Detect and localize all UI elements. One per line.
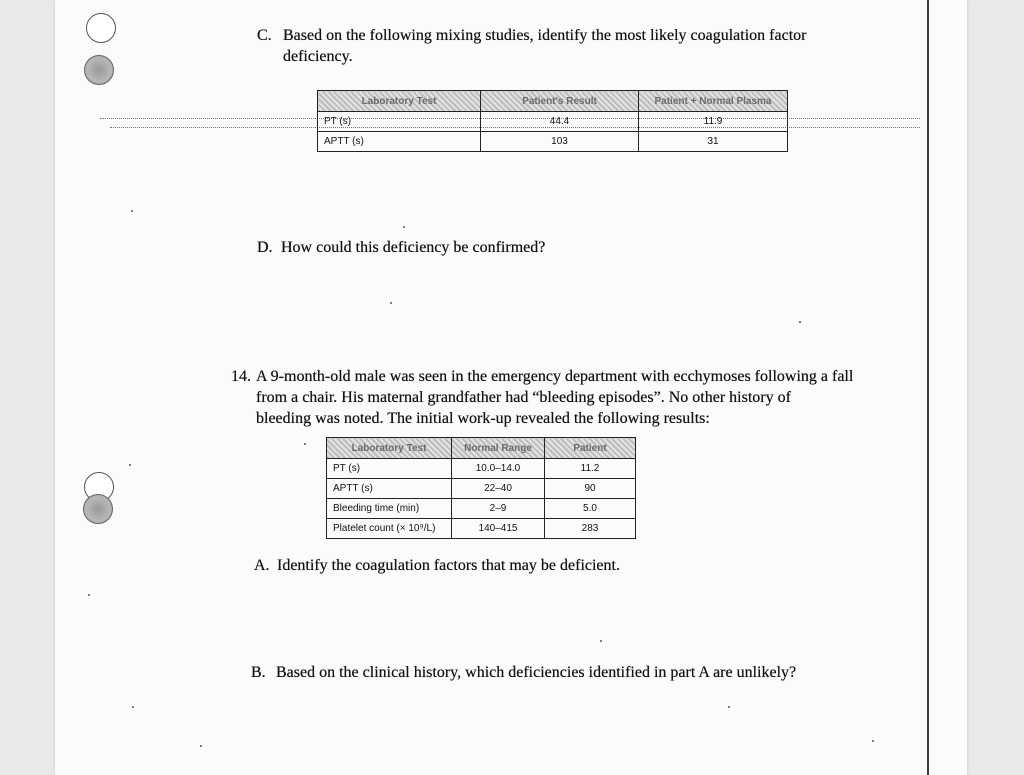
scan-speck [390, 302, 392, 304]
page-edge-rule [927, 0, 929, 775]
test-name-cell: APTT (s) [327, 479, 452, 499]
normal-range-cell: 2–9 [452, 499, 545, 519]
scan-speck [728, 706, 730, 708]
scan-speck [129, 464, 131, 466]
table-row [327, 459, 636, 479]
patient-result-cell: 44.4 [481, 112, 639, 132]
scan-speck [200, 745, 202, 747]
table-header-row [318, 91, 788, 112]
part-d-question: How could this deficiency be confirmed? [281, 239, 546, 256]
table-row [327, 479, 636, 499]
table-row [318, 132, 788, 152]
table-header-row [327, 438, 636, 459]
part-a-question: Identify the coagulation factors that may be deficient. [277, 557, 620, 574]
column-header: Laboratory Test [327, 438, 452, 459]
part-b-label: B. [251, 664, 266, 681]
scan-speck [131, 210, 133, 212]
binder-hole-shaded [84, 55, 114, 85]
test-name-cell: PT (s) [318, 112, 481, 132]
patient-value-cell: 283 [545, 519, 636, 539]
column-header: Patient + Normal Plasma [639, 91, 788, 112]
part-c-question-line1: Based on the following mixing studies, identify the most likely coagulation factor [283, 27, 807, 44]
scan-speck [132, 706, 134, 708]
scan-speck [872, 740, 874, 742]
question-14-line2: from a chair. His maternal grandfather had “bleeding episodes”. No other history of [256, 389, 791, 406]
lab-results-table [326, 437, 636, 539]
mixed-result-cell: 31 [639, 132, 788, 152]
patient-value-cell: 90 [545, 479, 636, 499]
binder-hole-empty [86, 13, 116, 43]
part-c-question-line2: deficiency. [283, 48, 353, 65]
table-row [327, 519, 636, 539]
part-c-label: C. [257, 27, 272, 44]
binder-hole-shaded [83, 494, 113, 524]
patient-value-cell: 5.0 [545, 499, 636, 519]
test-name-cell: PT (s) [327, 459, 452, 479]
table-row [318, 112, 788, 132]
scan-speck [304, 443, 306, 445]
question-14-number: 14. [231, 368, 251, 385]
test-name-cell: Platelet count (× 10⁹/L) [327, 519, 452, 539]
column-header: Laboratory Test [318, 91, 481, 112]
test-name-cell: APTT (s) [318, 132, 481, 152]
mixing-study-table [317, 90, 788, 152]
scan-speck [403, 226, 405, 228]
part-b-question: Based on the clinical history, which deficiencies identified in part A are unlikely? [276, 664, 797, 681]
column-header: Patient [545, 438, 636, 459]
scan-speck [88, 594, 90, 596]
column-header: Patient's Result [481, 91, 639, 112]
normal-range-cell: 10.0–14.0 [452, 459, 545, 479]
normal-range-cell: 22–40 [452, 479, 545, 499]
part-d-label: D. [257, 239, 273, 256]
table-row [327, 499, 636, 519]
question-14-line3: bleeding was noted. The initial work-up revealed the following results: [256, 410, 710, 427]
patient-result-cell: 103 [481, 132, 639, 152]
part-a-label: A. [254, 557, 270, 574]
scan-speck [799, 321, 801, 323]
column-header: Normal Range [452, 438, 545, 459]
normal-range-cell: 140–415 [452, 519, 545, 539]
patient-value-cell: 11.2 [545, 459, 636, 479]
scan-speck [600, 640, 602, 642]
question-14-line1: A 9-month-old male was seen in the emergency department with ecchymoses following a fall [256, 368, 854, 385]
test-name-cell: Bleeding time (min) [327, 499, 452, 519]
mixed-result-cell: 11.9 [639, 112, 788, 132]
